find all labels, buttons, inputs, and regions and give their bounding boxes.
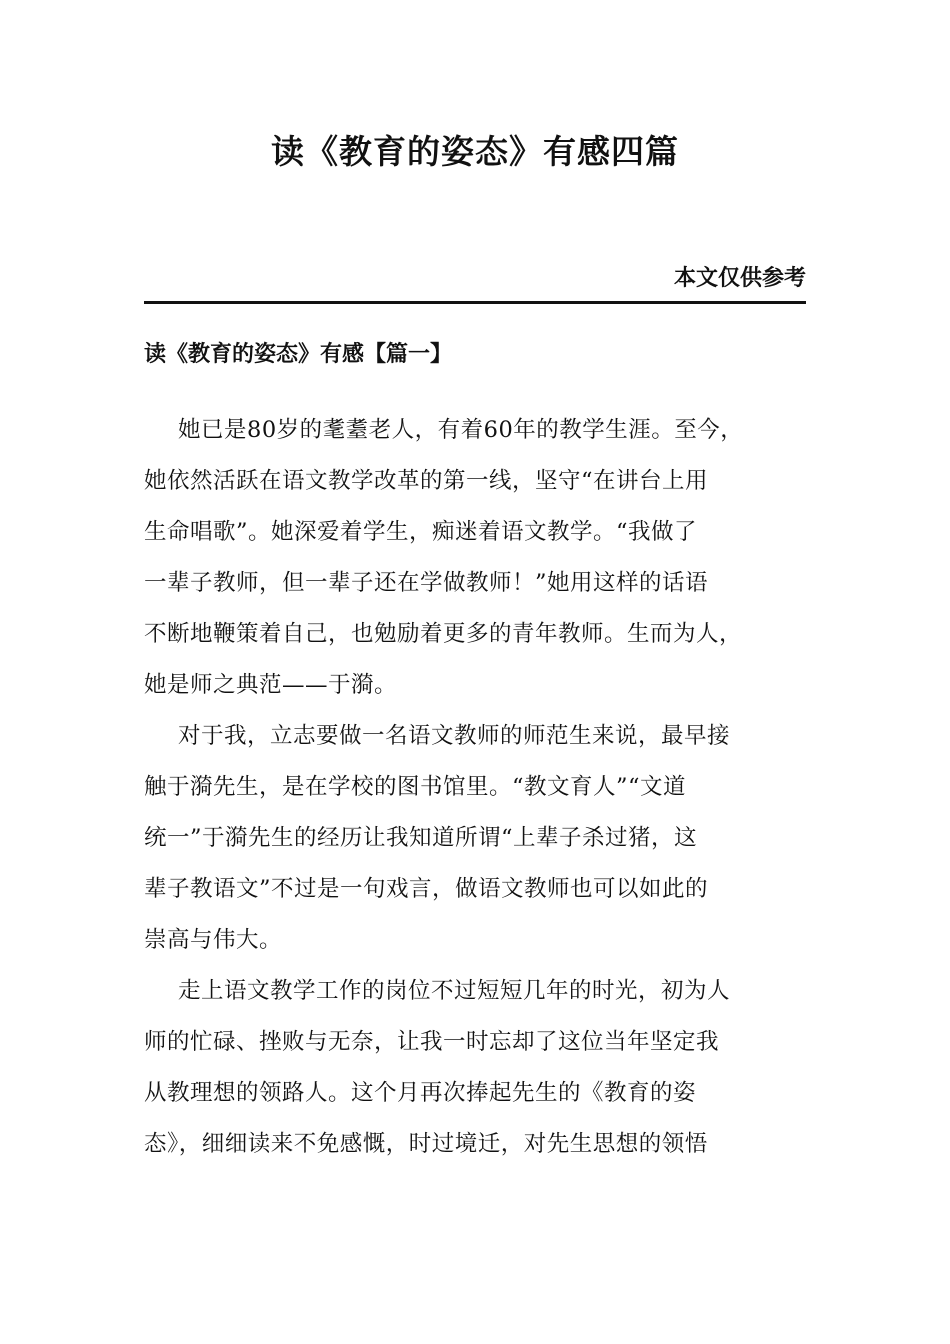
text-line: 崇高与伟大。 [144,927,283,953]
text-line: 对于我，立志要做一名语文教师的师范生来说，最早接 [178,723,731,749]
section-heading: 读《教育的姿态》有感【篇一】 [144,342,453,367]
document-title: 读《教育的姿态》有感四篇 [271,132,679,171]
text-line: 她是师之典范——于漪。 [144,672,398,698]
paragraph-1 [144,405,804,711]
header-divider [144,301,806,304]
text-line: 从教理想的领路人。这个月再次捧起先生的《教育的姿 [144,1080,697,1106]
paragraph-2 [144,711,804,966]
text-line: 不断地鞭策着自己，也勉励着更多的青年教师。生而为人， [144,621,743,647]
text-line: 触于漪先生，是在学校的图书馆里。“教文育人”“文道 [144,774,687,800]
text-line: 态》，细细读来不免感慨，时过境迁，对先生思想的领悟 [144,1131,708,1157]
paragraph-3 [144,966,804,1170]
text-line: 一辈子教师，但一辈子还在学做教师！”她用这样的话语 [144,570,709,596]
text-line: 她依然活跃在语文教学改革的第一线，坚守“在讲台上用 [144,468,709,494]
text-line: 走上语文教学工作的岗位不过短短几年的时光，初为人 [178,978,731,1004]
text-line: 统一”于漪先生的经历让我知道所谓“上辈子杀过猪，这 [144,825,698,851]
article-body [144,405,804,1170]
text-line: 她已是80岁的耄耋老人，有着60年的教学生涯。至今， [178,417,744,443]
text-line: 生命唱歌”。她深爱着学生，痴迷着语文教学。“我做了 [144,519,698,545]
text-line: 师的忙碌、挫败与无奈，让我一时忘却了这位当年坚定我 [144,1029,720,1055]
reference-note: 本文仅供参考 [673,266,806,291]
text-line: 辈子教语文”不过是一句戏言，做语文教师也可以如此的 [144,876,709,902]
